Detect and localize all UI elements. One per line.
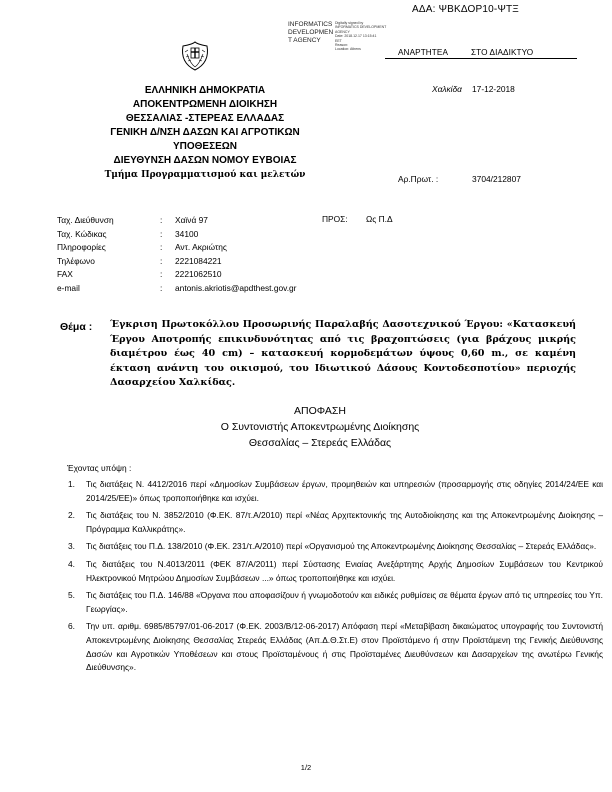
considerations-list — [60, 478, 603, 679]
contact-label: Πληροφορίες — [57, 242, 106, 252]
contact-value: 2221084221 — [175, 255, 222, 266]
contact-label: e-mail — [57, 282, 80, 293]
signature-line: EET — [335, 38, 342, 43]
item-number: 1. — [68, 479, 75, 489]
contact-row — [57, 255, 296, 269]
greek-emblem-icon — [176, 40, 214, 72]
item-number: 6. — [68, 621, 75, 632]
authority-line: ΓΕΝΙΚΗ Δ/ΝΣΗ ΔΑΣΩΝ ΚΑΙ ΑΓΡΟΤΙΚΩΝ — [110, 127, 300, 138]
list-item — [68, 589, 603, 616]
decision-heading — [180, 403, 460, 451]
document-date: 17-12-2018 — [472, 84, 515, 94]
signature-line: Reason: — [335, 43, 349, 48]
item-text: Τις διατάξεις του Ν. 3852/2010 (Φ.ΕΚ. 87/τ.Α/2010) περί «Νέας Αρχιτεκτονικής της Αυτοδιοίκησης και της Αποκεντρωμένης Διοίκησης – Πρόγραμμα Καλλικράτης». — [86, 510, 603, 534]
item-text: Τις διατάξεις του Ν.4013/2011 (ΦΕΚ 87/Α/2011) περί Σύστασης Ενιαίας Ανεξάρτητης Αρχής Δημοσίων Συμβάσεων του Κεντρικού Ηλεκτρονικού Μητρώου Δημοσίων Συμβάσεων ...» όπως τροποποιήθηκε και ισχύει. — [86, 558, 603, 583]
considerations-intro: Έχοντας υπόψη : — [67, 463, 132, 473]
signature-line: Location: Athens — [335, 47, 361, 52]
contact-row — [57, 241, 296, 255]
issuing-authority — [90, 84, 320, 182]
contact-label: Τηλέφωνο — [57, 255, 95, 266]
subject-label: Θέμα : — [60, 321, 93, 333]
list-item — [68, 478, 603, 505]
recipient-label: ΠΡΟΣ: — [322, 214, 348, 224]
contact-value: Αντ. Ακριώτης — [175, 242, 227, 252]
contact-label: Ταχ. Διεύθυνση — [57, 215, 114, 225]
item-text: Την υπ. αριθμ. 6985/85797/01-06-2017 (Φ.ΕΚ. 2003/Β/12-06-2017) Απόφαση περί «Μεταβίβαση δικαιώματος υπογραφής του Συντονιστή Αποκεντρωμένης Διοίκησης Θεσσαλίας Στερεάς Ελλάδας (Απ.Δ.Θ.Στ.Ε) στον Προϊστάμενο ή στην Προϊστάμενη της Γενικής Διεύθυνσης Δασών και Αγροτικών Υποθέσεων και στους Προϊσταμένους ή στις Προϊσταμένες Διευθύνσεων και Δασαρχείων της ανωτέρω Γενικής Διεύθυνσης». — [86, 621, 603, 673]
signature-agency — [288, 21, 333, 45]
item-number: 4. — [68, 558, 75, 569]
subject-text: Έγκριση Πρωτοκόλλου Προσωρινής Παραλαβής Δασοτεχνικού Έργου: «Κατασκευή Έργου Αποτροπής επικινδυνότητας από τις βραχοπτώσεις (για βράχους μικρής διαμέτρου έως 40 cm) – κατασκευή κορμοδεμάτων ύψους 0,60 m., σε καμένη έκταση ανάντη του οικισμού, του Ιδιωτικού Δάσους Κοντοδεσποτίου» περιοχής Δασαρχείου Χαλκίδας. — [110, 319, 576, 388]
agency-line: T AGENCY — [288, 37, 321, 44]
list-item — [68, 540, 603, 554]
department-name: Τμήμα Προγραμματισμού και μελετών — [104, 170, 306, 180]
ada-code: ΑΔΑ: ΨΒΚΔΟΡ10-ΨΤΞ — [412, 4, 520, 15]
decision-issuer: Ο Συντονιστής Αποκεντρωμένης Διοίκησης — [220, 421, 420, 433]
signature-line: AGENCY — [335, 29, 350, 34]
authority-line: ΑΠΟΚΕΝΤΡΩΜΕΝΗ ΔΙΟΙΚΗΣΗ — [132, 99, 278, 110]
authority-line: ΕΛΛΗΝΙΚΗ ΔΗΜΟΚΡΑΤΙΑ — [144, 85, 266, 96]
item-text: Τις διατάξεις του Π.Δ. 138/2010 (Φ.ΕΚ. 231/τ.Α/2010) περί «Οργανισμού της Αποκεντρωμένης Διοίκησης Θεσσαλίας – Στερεάς Ελλάδας». — [86, 541, 597, 552]
signature-line: Date: 2018.12.17 13:15:41 — [335, 34, 377, 39]
contact-separator: : — [160, 215, 163, 225]
contact-value: 2221062510 — [175, 269, 222, 279]
contact-separator: : — [160, 282, 163, 293]
contact-separator: : — [160, 269, 163, 279]
signature-line: Digitally signed by — [335, 21, 364, 25]
contact-row — [57, 268, 296, 282]
agency-line: DEVELOPMEN — [288, 29, 334, 36]
signature-line: INFORMATICS DEVELOPMENT — [335, 25, 387, 30]
decision-region: Θεσσαλίας – Στερεάς Ελλάδας — [248, 437, 392, 449]
authority-line: ΥΠΟΘΕΣΕΩΝ — [172, 141, 238, 152]
internet-label: ΣΤΟ ΔΙΑΔΙΚΤΥΟ — [471, 48, 534, 57]
item-number: 3. — [68, 541, 75, 552]
authority-line: ΔΙΕΥΘΥΝΣΗ ΔΑΣΩΝ ΝΟΜΟΥ ΕΥΒΟΙΑΣ — [113, 155, 297, 166]
contact-details — [57, 214, 296, 295]
authority-line: ΘΕΣΣΑΛΙΑΣ -ΣΤΕΡΕΑΣ ΕΛΛΑΔΑΣ — [125, 113, 285, 124]
page-number: 1/2 — [300, 763, 312, 772]
list-item — [68, 558, 603, 585]
contact-label: FAX — [57, 269, 73, 279]
contact-value: 34100 — [175, 228, 199, 239]
agency-line: INFORMATICS — [288, 21, 333, 28]
protocol-label: Αρ.Πρωτ. : — [398, 174, 439, 184]
contact-row — [57, 282, 296, 296]
contact-separator: : — [160, 228, 163, 239]
contact-label: Ταχ. Κώδικας — [57, 228, 107, 239]
place-name: Χαλκίδα — [432, 84, 462, 94]
contact-value: Χαϊνά 97 — [175, 215, 208, 225]
contact-row — [57, 214, 296, 228]
protocol-number: 3704/212807 — [472, 174, 521, 184]
posting-label: ΑΝΑΡΤΗΤΕΑ — [398, 48, 449, 57]
decision-title: ΑΠΟΦΑΣΗ — [294, 405, 346, 417]
item-text: Τις διατάξεις Ν. 4412/2016 περί «Δημοσίων Συμβάσεων έργων, προμηθειών και υπηρεσιών (προσαρμογής στις οδηγίες 2014/24/ΕΕ και 2014/25/ΕΕ)» όπως τροποποιήθηκε και ισχύει. — [86, 479, 603, 503]
contact-separator: : — [160, 242, 163, 252]
item-number: 5. — [68, 590, 75, 601]
email-link[interactable]: antonis.akriotis@apdthest.gov.gr — [175, 282, 297, 293]
contact-row — [57, 228, 296, 242]
header-rule — [385, 58, 577, 59]
list-item — [68, 509, 603, 536]
item-text: Τις διατάξεις του Π.Δ. 146/88 «Όργανα που αποφασίζουν ή γνωμοδοτούν και ειδικές ρυθμίσεις σε θέματα έργων από τις υπηρεσίες του Υπ. Γεωργίας». — [86, 590, 603, 614]
contact-separator: : — [160, 255, 163, 266]
digital-signature-note — [335, 21, 386, 52]
item-number: 2. — [68, 510, 75, 521]
recipient-value: Ως Π.Δ — [366, 214, 393, 224]
list-item — [68, 620, 603, 674]
